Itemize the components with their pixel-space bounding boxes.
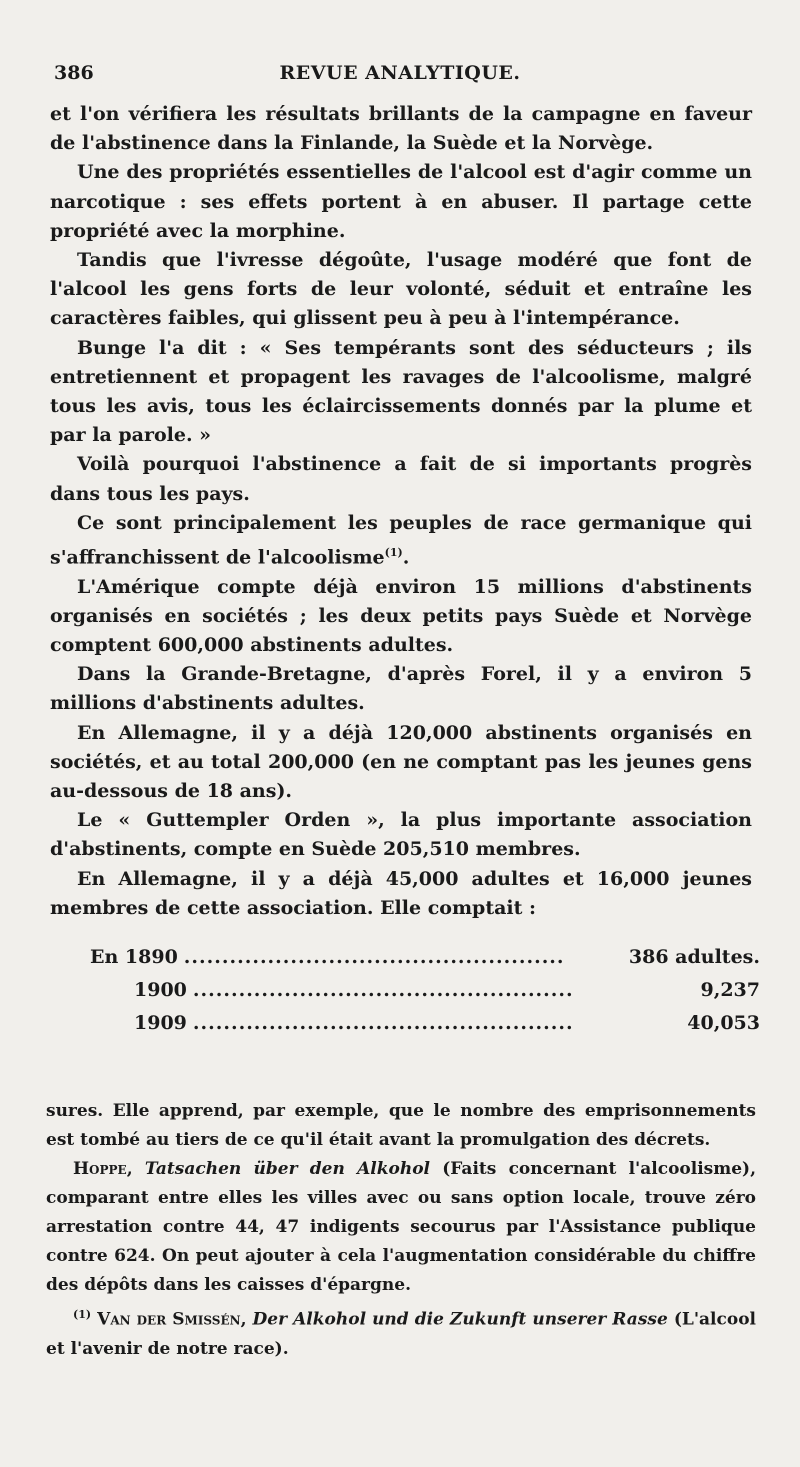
running-title: REVUE ANALYTIQUE. bbox=[279, 62, 521, 84]
table-leader-dots: .................................................. bbox=[183, 946, 565, 968]
paragraph: Voilà pourquoi l'abstinence a fait de si importants progrès dans tous les pays. bbox=[50, 453, 752, 505]
table-value: 9,237 bbox=[700, 979, 760, 1001]
note-text: (Faits concernant l'alcoolisme), comparant entre elles les villes avec ou sans option locale, trouve zéro arrestation contre 44, 47 indigents secourus par l'Assistance publique contre 624. On peut ajouter à cela l'augmentation considérable du chiffre des dépôts dans les caisses d'épargne. bbox=[46, 1159, 756, 1295]
page-header bbox=[50, 62, 750, 88]
footnote bbox=[46, 1300, 756, 1364]
note-author: Hoppe bbox=[73, 1159, 127, 1179]
paragraph: En Allemagne, il y a déjà 120,000 abstinents organisés en sociétés, et au total 200,000 (en ne comptant pas les jeunes gens au-dessous de 18 ans). bbox=[50, 721, 752, 802]
paragraph: L'Amérique compte déjà environ 15 millions d'abstinents organisés en sociétés ; les deux petits pays Suède et Norvège comptent 600,000 abstinents adultes. bbox=[50, 575, 752, 656]
table-value: 40,053 bbox=[687, 1012, 760, 1034]
footnote-reference: (1) bbox=[384, 546, 403, 560]
notes-section bbox=[46, 1097, 756, 1364]
footnote-author: Van der Smissén bbox=[97, 1309, 241, 1330]
table-row bbox=[90, 979, 760, 1012]
page-number: 386 bbox=[54, 62, 94, 84]
paragraph bbox=[50, 509, 752, 573]
paragraph: Une des propriétés essentielles de l'alcool est d'agir comme un narcotique : ses effets portent à en abuser. Il partage cette propriété avec la morphine. bbox=[50, 161, 752, 242]
note-continuation: sures. Elle apprend, par exemple, que le nombre des emprisonnements est tombé au tiers de ce qu'il était avant la promulgation des décrets. bbox=[46, 1101, 756, 1150]
footnote-title: Der Alkohol und die Zukunft unserer Rasse bbox=[252, 1309, 668, 1330]
table-leader-dots: .................................................. bbox=[192, 979, 574, 1001]
table-leader-dots: .................................................. bbox=[192, 1012, 574, 1034]
paragraph: En Allemagne, il y a déjà 45,000 adultes et 16,000 jeunes membres de cette association. Elle comptait : bbox=[50, 867, 752, 919]
table-year: 1900 bbox=[134, 979, 187, 1001]
footnote-mark: (1) bbox=[73, 1308, 92, 1321]
paragraph: Tandis que l'ivresse dégoûte, l'usage modéré que font de l'alcool les gens forts de leur volonté, séduit et entraîne les caractères faibles, qui glissent peu à peu à l'intempérance. bbox=[50, 249, 752, 330]
note-hoppe bbox=[46, 1155, 756, 1300]
note-separator: , bbox=[126, 1159, 145, 1179]
paragraph-text: Ce sont principalement les peuples de race germanique qui s'affranchissent de l'alcoolisme bbox=[50, 511, 752, 569]
table-year: En 1890 bbox=[90, 946, 178, 968]
paragraph-end: . bbox=[402, 546, 410, 569]
body-text bbox=[50, 100, 752, 923]
footnote-separator: , bbox=[240, 1309, 253, 1330]
note-title: Tatsachen über den Alkohol bbox=[144, 1159, 430, 1179]
paragraph: Bunge l'a dit : « Ses tempérants sont des séducteurs ; ils entretiennent et propagent les ravages de l'alcoolisme, malgré tous les avis, tous les éclaircissements donnés par la plume et par la parole. » bbox=[50, 336, 752, 447]
footnote-text: (L'alcool et l'avenir de notre race). bbox=[46, 1309, 756, 1359]
membership-table bbox=[90, 946, 760, 1045]
table-row bbox=[90, 946, 760, 979]
table-year: 1909 bbox=[134, 1012, 187, 1034]
paragraph: Le « Guttempler Orden », la plus importante association d'abstinents, compte en Suède 205,510 membres. bbox=[50, 809, 752, 861]
paragraph: et l'on vérifiera les résultats brillants de la campagne en faveur de l'abstinence dans la Finlande, la Suède et la Norvège. bbox=[50, 103, 752, 155]
table-row bbox=[90, 1012, 760, 1045]
table-value: 386 adultes. bbox=[628, 946, 760, 968]
paragraph: Dans la Grande-Bretagne, d'après Forel, il y a environ 5 millions d'abstinents adultes. bbox=[50, 663, 752, 715]
